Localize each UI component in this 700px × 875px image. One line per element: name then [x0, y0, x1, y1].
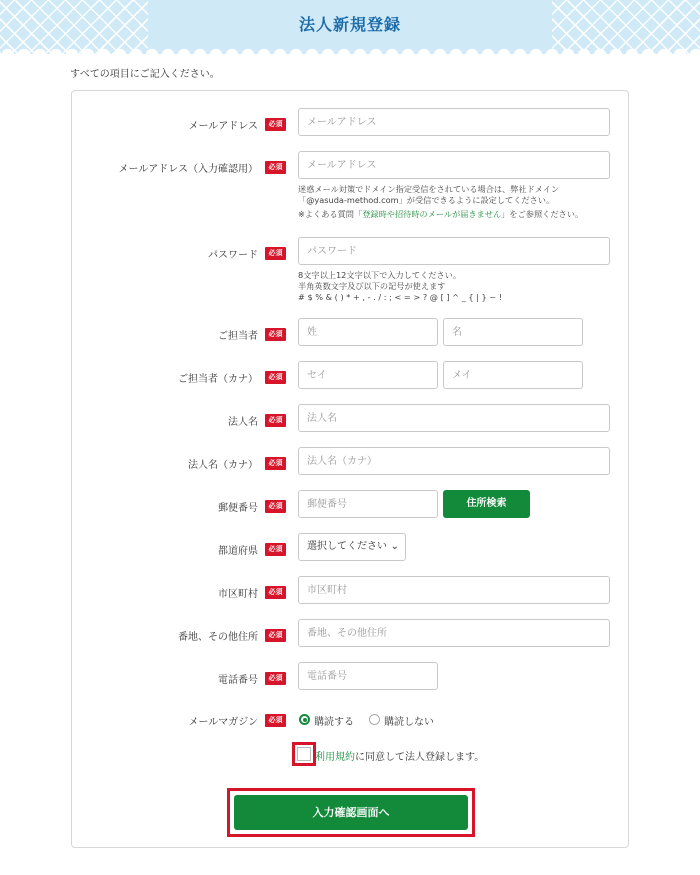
postal-label: 郵便番号: [218, 503, 258, 514]
contact-last-name-input[interactable]: [298, 318, 438, 346]
required-badge: 必須: [265, 414, 286, 427]
address-search-button[interactable]: 住所検索: [443, 490, 530, 518]
required-badge: 必須: [265, 714, 286, 727]
email-note-suffix: 」をご参照ください。: [501, 209, 584, 219]
newsletter-subscribe-label[interactable]: 購読する: [314, 717, 354, 728]
phone-input[interactable]: [298, 662, 438, 690]
company-name-input[interactable]: [298, 404, 610, 432]
faq-link[interactable]: 登録時や招待時のメールが届きません: [362, 209, 502, 219]
prefecture-selected-value: 選択してください: [307, 541, 387, 552]
phone-label: 電話番号: [218, 675, 258, 686]
chevron-down-icon: ⌄: [390, 541, 399, 552]
required-badge: 必須: [265, 629, 286, 642]
password-note: [298, 270, 502, 303]
terms-checkbox[interactable]: [297, 747, 311, 761]
newsletter-subscribe-radio[interactable]: [299, 714, 310, 725]
password-label: パスワード: [208, 250, 258, 261]
newsletter-label: メールマガジン: [188, 717, 258, 728]
intro-text: すべての項目にご記入ください。: [70, 69, 220, 80]
header-wave-border: [0, 47, 700, 55]
address-input[interactable]: [298, 619, 610, 647]
required-badge: 必須: [265, 371, 286, 384]
contact-last-kana-input[interactable]: [298, 361, 438, 389]
required-badge: 必須: [265, 247, 286, 260]
address-label: 番地、その他住所: [178, 632, 258, 643]
postal-code-input[interactable]: [298, 490, 438, 518]
password-input[interactable]: [298, 237, 610, 265]
newsletter-unsubscribe-label[interactable]: 購読しない: [384, 717, 434, 728]
submit-confirm-button[interactable]: 入力確認画面へ: [234, 795, 468, 830]
terms-agree-text: に同意して法人登録します。: [355, 752, 485, 763]
password-note-line1: 8文字以上12文字以下で入力してください。: [298, 270, 462, 280]
required-badge: 必須: [265, 161, 286, 174]
email-note: [298, 184, 583, 220]
required-badge: 必須: [265, 328, 286, 341]
prefecture-select[interactable]: [298, 533, 406, 561]
page-header: [0, 0, 700, 54]
contact-first-name-input[interactable]: [443, 318, 583, 346]
email-label: メールアドレス: [188, 121, 258, 132]
email-confirm-label: メールアドレス（入力確認用）: [118, 164, 258, 175]
email-note-line2: 「@yasuda-method.com」が受信できるように設定してください。: [298, 195, 555, 205]
required-badge: 必須: [265, 672, 286, 685]
email-note-line3: [298, 209, 583, 220]
required-badge: 必須: [265, 457, 286, 470]
email-note-prefix: ※よくある質問「: [298, 209, 363, 219]
newsletter-unsubscribe-radio[interactable]: [369, 714, 380, 725]
required-badge: 必須: [265, 543, 286, 556]
terms-text: [315, 748, 484, 763]
terms-link[interactable]: 利用規約: [315, 752, 355, 763]
password-note-line3: # $ % & ( ) * + , - . / : ; < = > ? @ [ ] ^ _ { | } ~ !: [298, 292, 503, 302]
company-kana-input[interactable]: [298, 447, 610, 475]
email-confirm-input[interactable]: [298, 151, 610, 179]
required-badge: 必須: [265, 500, 286, 513]
contact-first-kana-input[interactable]: [443, 361, 583, 389]
prefecture-label: 都道府県: [218, 546, 258, 557]
city-label: 市区町村: [218, 589, 258, 600]
contact-kana-label: ご担当者（カナ）: [178, 374, 258, 385]
password-note-line2: 半角英数文字及び以下の記号が使えます: [298, 281, 446, 291]
company-label: 法人名: [228, 417, 258, 428]
page-title: 法人新規登録: [298, 15, 401, 34]
required-badge: 必須: [265, 586, 286, 599]
email-input[interactable]: [298, 108, 610, 136]
contact-label: ご担当者: [218, 331, 258, 342]
company-kana-label: 法人名（カナ）: [188, 460, 258, 471]
email-note-line1: 迷惑メール対策でドメイン指定受信をされている場合は、弊社ドメイン: [298, 184, 560, 194]
required-badge: 必須: [265, 118, 286, 131]
city-input[interactable]: [298, 576, 610, 604]
